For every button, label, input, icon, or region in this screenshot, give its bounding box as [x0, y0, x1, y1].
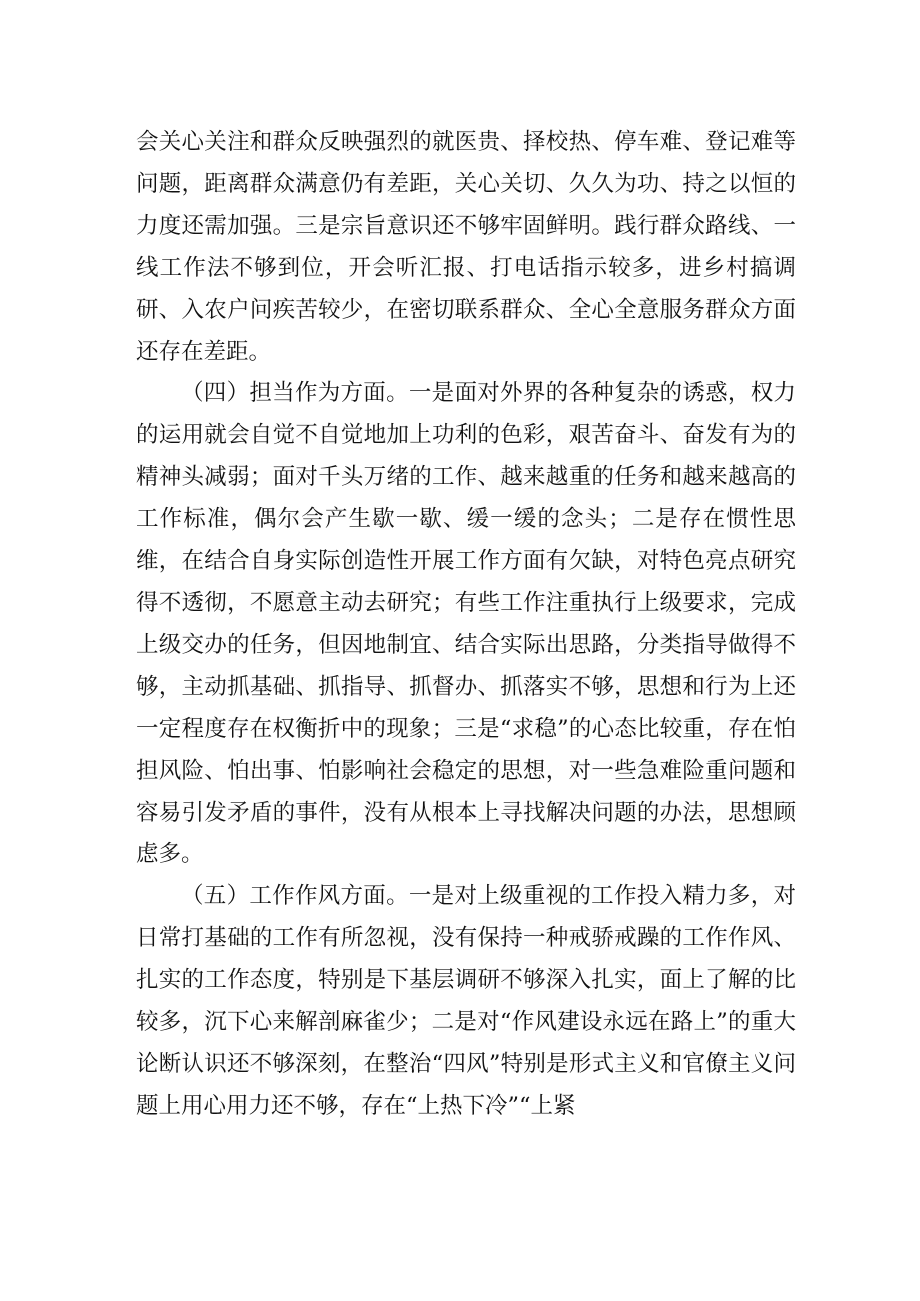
- paragraph-continuation: 会关心关注和群众反映强烈的就医贵、择校热、停车难、登记难等问题，距离群众满意仍有差距，关心关切、久久为功、持之以恒的力度还需加强。三是宗旨意识还不够牢固鲜明。践行群众路线、一线工作法不够到位，开会听汇报、打电话指示较多，进乡村搞调研、入农户问疾苦较少，在密切联系群众、全心全意服务群众方面还存在差距。: [136, 129, 796, 365]
- paragraph-section-five: （五）工作作风方面。一是对上级重视的工作投入精力多，对日常打基础的工作有所忽视，没有保持一种戒骄戒躁的工作作风、扎实的工作态度，特别是下基层调研不够深入扎实，面上了解的比较多，沉下心来解剖麻雀少；二是对“作风建设永远在路上”的重大论断认识还不够深刻，在整治“四风”特别是形式主义和官僚主义问题上用心用力还不够，存在“上热下冷”“上紧: [136, 883, 796, 1119]
- paragraph-section-four: （四）担当作为方面。一是面对外界的各种复杂的诱惑，权力的运用就会自觉不自觉地加上功利的色彩，艰苦奋斗、奋发有为的精神头减弱；面对千头万绪的工作、越来越重的任务和越来越高的工作标准，偶尔会产生歇一歇、缓一缓的念头；二是存在惯性思维，在结合自身实际创造性开展工作方面有欠缺，对特色亮点研究得不透彻，不愿意主动去研究；有些工作注重执行上级要求，完成上级交办的任务，但因地制宜、结合实际出思路，分类指导做得不够，主动抓基础、抓指导、抓督办、抓落实不够，思想和行为上还一定程度存在权衡折中的现象；三是“求稳”的心态比较重，存在怕担风险、怕出事、怕影响社会稳定的思想，对一些急难险重问题和容易引发矛盾的事件，没有从根本上寻找解决问题的办法，思想顾虑多。: [136, 380, 796, 868]
- document-body: [136, 122, 796, 1128]
